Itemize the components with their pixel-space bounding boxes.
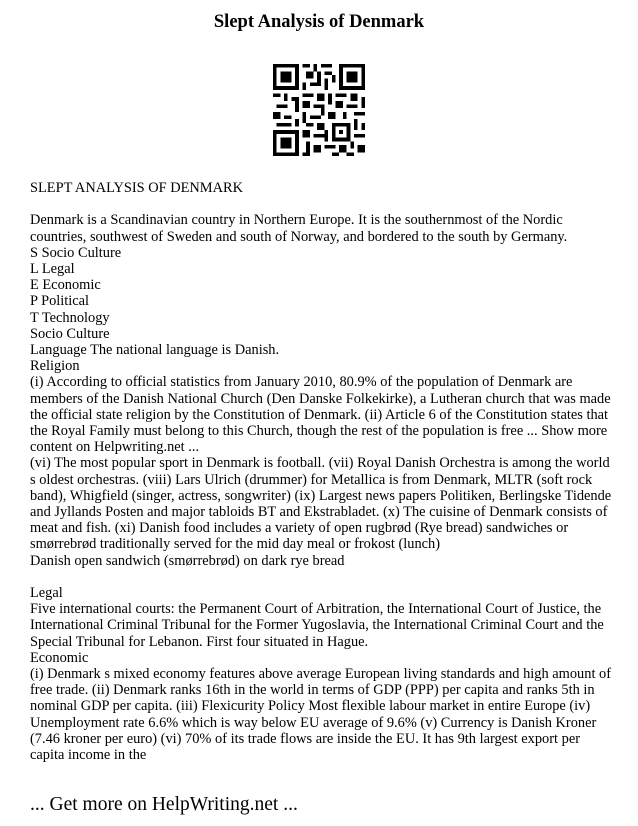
religion-paragraph: (i) According to official statistics from January 2010, 80.9% of the population of Denmark are members of the Danish National Church (Den Danske Folkekirke), a Lutheran church that was made the official state religion by the Constitution of Denmark. (ii) Article 6 of the Constitution states that the Royal Family must belong to this Church, though the rest of the population is free ... Show more content on Helpwriting.net ... [30,374,611,456]
religion-heading: Religion [30,358,80,375]
document-body [30,180,615,763]
socio-heading: Socio Culture [30,325,110,342]
slept-list-item: L Legal [30,261,75,277]
slept-list-item: T Technology [30,309,110,326]
slept-list-item: S Socio Culture [30,244,122,261]
get-more-link[interactable]: ... Get more on HelpWriting.net ... [30,794,298,815]
culture-paragraph: (vi) The most popular sport in Denmark is football. (vii) Royal Danish Orchestra is among the world s oldest orchestras. (viii) Lars Ulrich (drummer) for Metallica is from Denmark, MLTR (soft rock band), Whigfield (singer, actress, songwriter) (ix) Largest news papers Politiken, Berlingske Tidende and Jyllands Posten and major tabloids BT and Ekstrabladet. (x) The cuisine of Denmark consists of meat and fish. (xi) Danish food includes a variety of open rugbrød (Rye bread) sandwiches or smørrebrød traditionally served for the mid day meal or frokost (lunch) [30,455,612,553]
legal-paragraph: Five international courts: the Permanent Court of Arbitration, the International Court of Justice, the International Criminal Tribunal for the Former Yugoslavia, the International Criminal Court and the Special Tribunal for Lebanon. First four situated in Hague. [30,601,604,650]
language-line: Language The national language is Danish. [30,342,280,359]
document-title: Slept Analysis of Denmark [213,12,425,32]
slept-list-item: P Political [30,293,90,310]
intro-paragraph: Denmark is a Scandinavian country in Northern Europe. It is the southernmost of the Nordic countries, southwest of Sweden and south of Norway, and bordered to the south by Germany. [30,212,568,245]
economic-paragraph: (i) Denmark s mixed economy features above average European living standards and high amount of free trade. (ii) Denmark ranks 16th in the world in terms of GDP (PPP) per capita and ranks 5th in nominal GDP per capita. (iii) Flexicurity Policy Most flexible labour market in entire Europe (iv) Unemployment rate 6.6% which is way below EU average of 9.6% (v) Currency is Danish Kroner (7.46 kroner per euro) (vi) 70% of its trade flows are inside the EU. It has 9th largest export per capita income in the [30,666,612,764]
sandwich-caption: Danish open sandwich (smørrebrød) on dark rye bread [30,552,345,569]
slept-list-item: E Economic [30,277,101,294]
section-heading: SLEPT ANALYSIS OF DENMARK [30,180,243,196]
legal-heading: Legal [30,585,63,602]
qr-code-icon [273,64,365,156]
economic-heading: Economic [30,649,89,666]
